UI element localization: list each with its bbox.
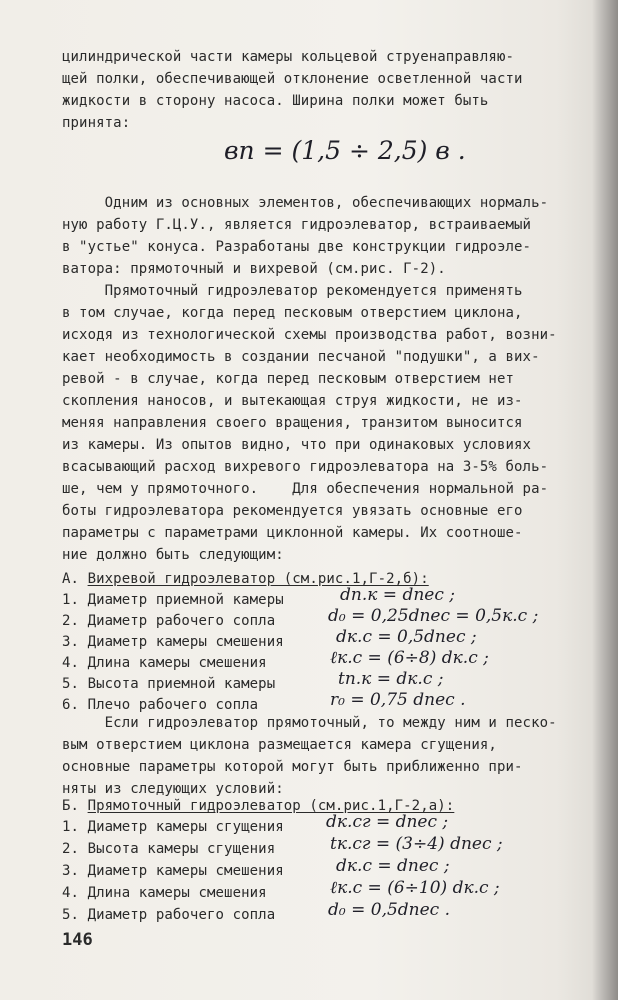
list-item-label: 2. Высота камеры сгущения (62, 841, 276, 857)
text-line: ревой - в случае, когда перед песковым отверстием нет (62, 371, 515, 387)
list-item-label: 3. Диаметр камеры смешения (62, 634, 284, 650)
list-item-label: 5. Высота приемной камеры (62, 676, 276, 692)
list-item-label: 1. Диаметр камеры сгущения (62, 819, 284, 835)
text-line: меняя направления своего вращения, транзитом выносится (62, 415, 523, 431)
text-line: в "устье" конуса. Разработаны две конструкции гидроэле- (62, 239, 532, 255)
text-line: вым отверстием циклона размещается камера сгущения, (62, 737, 497, 753)
handwritten-formula: ℓк.с = (6÷8) dк.с ; (330, 648, 489, 668)
text-line: кает необходимость в создании песчаной "подушки", а вих- (62, 349, 540, 365)
section-a-letter: А. (62, 571, 80, 587)
list-item-label: 6. Плечо рабочего сопла (62, 697, 259, 713)
handwritten-formula: dк.с = dпес ; (336, 856, 450, 876)
handwritten-formula: ℓк.с = (6÷10) dк.с ; (330, 878, 500, 898)
text-line: щей полки, обеспечивающей отклонение осветленной части (62, 71, 523, 87)
text-line: Одним из основных элементов, обеспечивающих нормаль- (62, 195, 549, 211)
text-line: боты гидроэлеватора рекомендуется увязать основные его (62, 503, 523, 519)
text-line: принята: (62, 115, 131, 131)
text-line: параметры с параметрами циклонной камеры. Их соотноше- (62, 525, 523, 541)
text-line: жидкости в сторону насоса. Ширина полки может быть (62, 93, 489, 109)
handwritten-formula: d₀ = 0,25dпес = 0,5к.с ; (328, 606, 539, 626)
text-line: из камеры. Из опытов видно, что при одинаковых условиях (62, 437, 532, 453)
text-line: ватора: прямоточный и вихревой (см.рис. Г-2). (62, 261, 446, 277)
text-line: ние должно быть следующим: (62, 547, 284, 563)
list-item-label: 1. Диаметр приемной камеры (62, 592, 284, 608)
section-a-title: Вихревой гидроэлеватор (см.рис.1,Г-2,б): (87, 571, 429, 587)
list-item-label: 3. Диаметр камеры смешения (62, 863, 284, 879)
text-line: исходя из технологической схемы производства работ, возни- (62, 327, 557, 343)
section-b-title: Прямоточный гидроэлеватор (см.рис.1,Г-2,а): (87, 798, 455, 814)
text-line: скопления наносов, и вытекающая струя жидкости, не из- (62, 393, 523, 409)
text-line: основные параметры которой могут быть приближенно при- (62, 759, 523, 775)
handwritten-formula: tп.к = dк.с ; (338, 669, 444, 689)
handwritten-formula: dк.сг = dпес ; (326, 812, 449, 832)
handwritten-formula-main: вп = (1,5 ÷ 2,5) в . (224, 136, 466, 165)
list-item-label: 4. Длина камеры смешения (62, 655, 267, 671)
handwritten-formula: r₀ = 0,75 dпес . (330, 690, 466, 710)
text-line: в том случае, когда перед песковым отверстием циклона, (62, 305, 523, 321)
page-edge-shadow (592, 0, 618, 1000)
page-number: 146 (62, 930, 93, 950)
list-item-label: 2. Диаметр рабочего сопла (62, 613, 276, 629)
handwritten-formula: dп.к = dпес ; (340, 585, 455, 605)
text-line: Прямоточный гидроэлеватор рекомендуется применять (62, 283, 523, 299)
list-item-label: 4. Длина камеры смешения (62, 885, 267, 901)
section-b-letter: Б. (62, 798, 80, 814)
text-line: няты из следующих условий: (62, 781, 284, 797)
handwritten-formula: dк.с = 0,5dпес ; (336, 627, 477, 647)
handwritten-formula: d₀ = 0,5dпес . (328, 900, 451, 920)
text-line: Если гидроэлеватор прямоточный, то между ним и песко- (62, 715, 557, 731)
text-line: всасывающий расход вихревого гидроэлеватора на 3-5% боль- (62, 459, 549, 475)
text-line: цилиндрической части камеры кольцевой струенаправляю- (62, 49, 515, 65)
text-line: ше, чем у прямоточного. Для обеспечения нормальной ра- (62, 481, 549, 497)
text-line: ную работу Г.Ц.У., является гидроэлеватор, встраиваемый (62, 217, 532, 233)
handwritten-formula: tк.сг = (3÷4) dпес ; (330, 834, 503, 854)
list-item-label: 5. Диаметр рабочего сопла (62, 907, 276, 923)
